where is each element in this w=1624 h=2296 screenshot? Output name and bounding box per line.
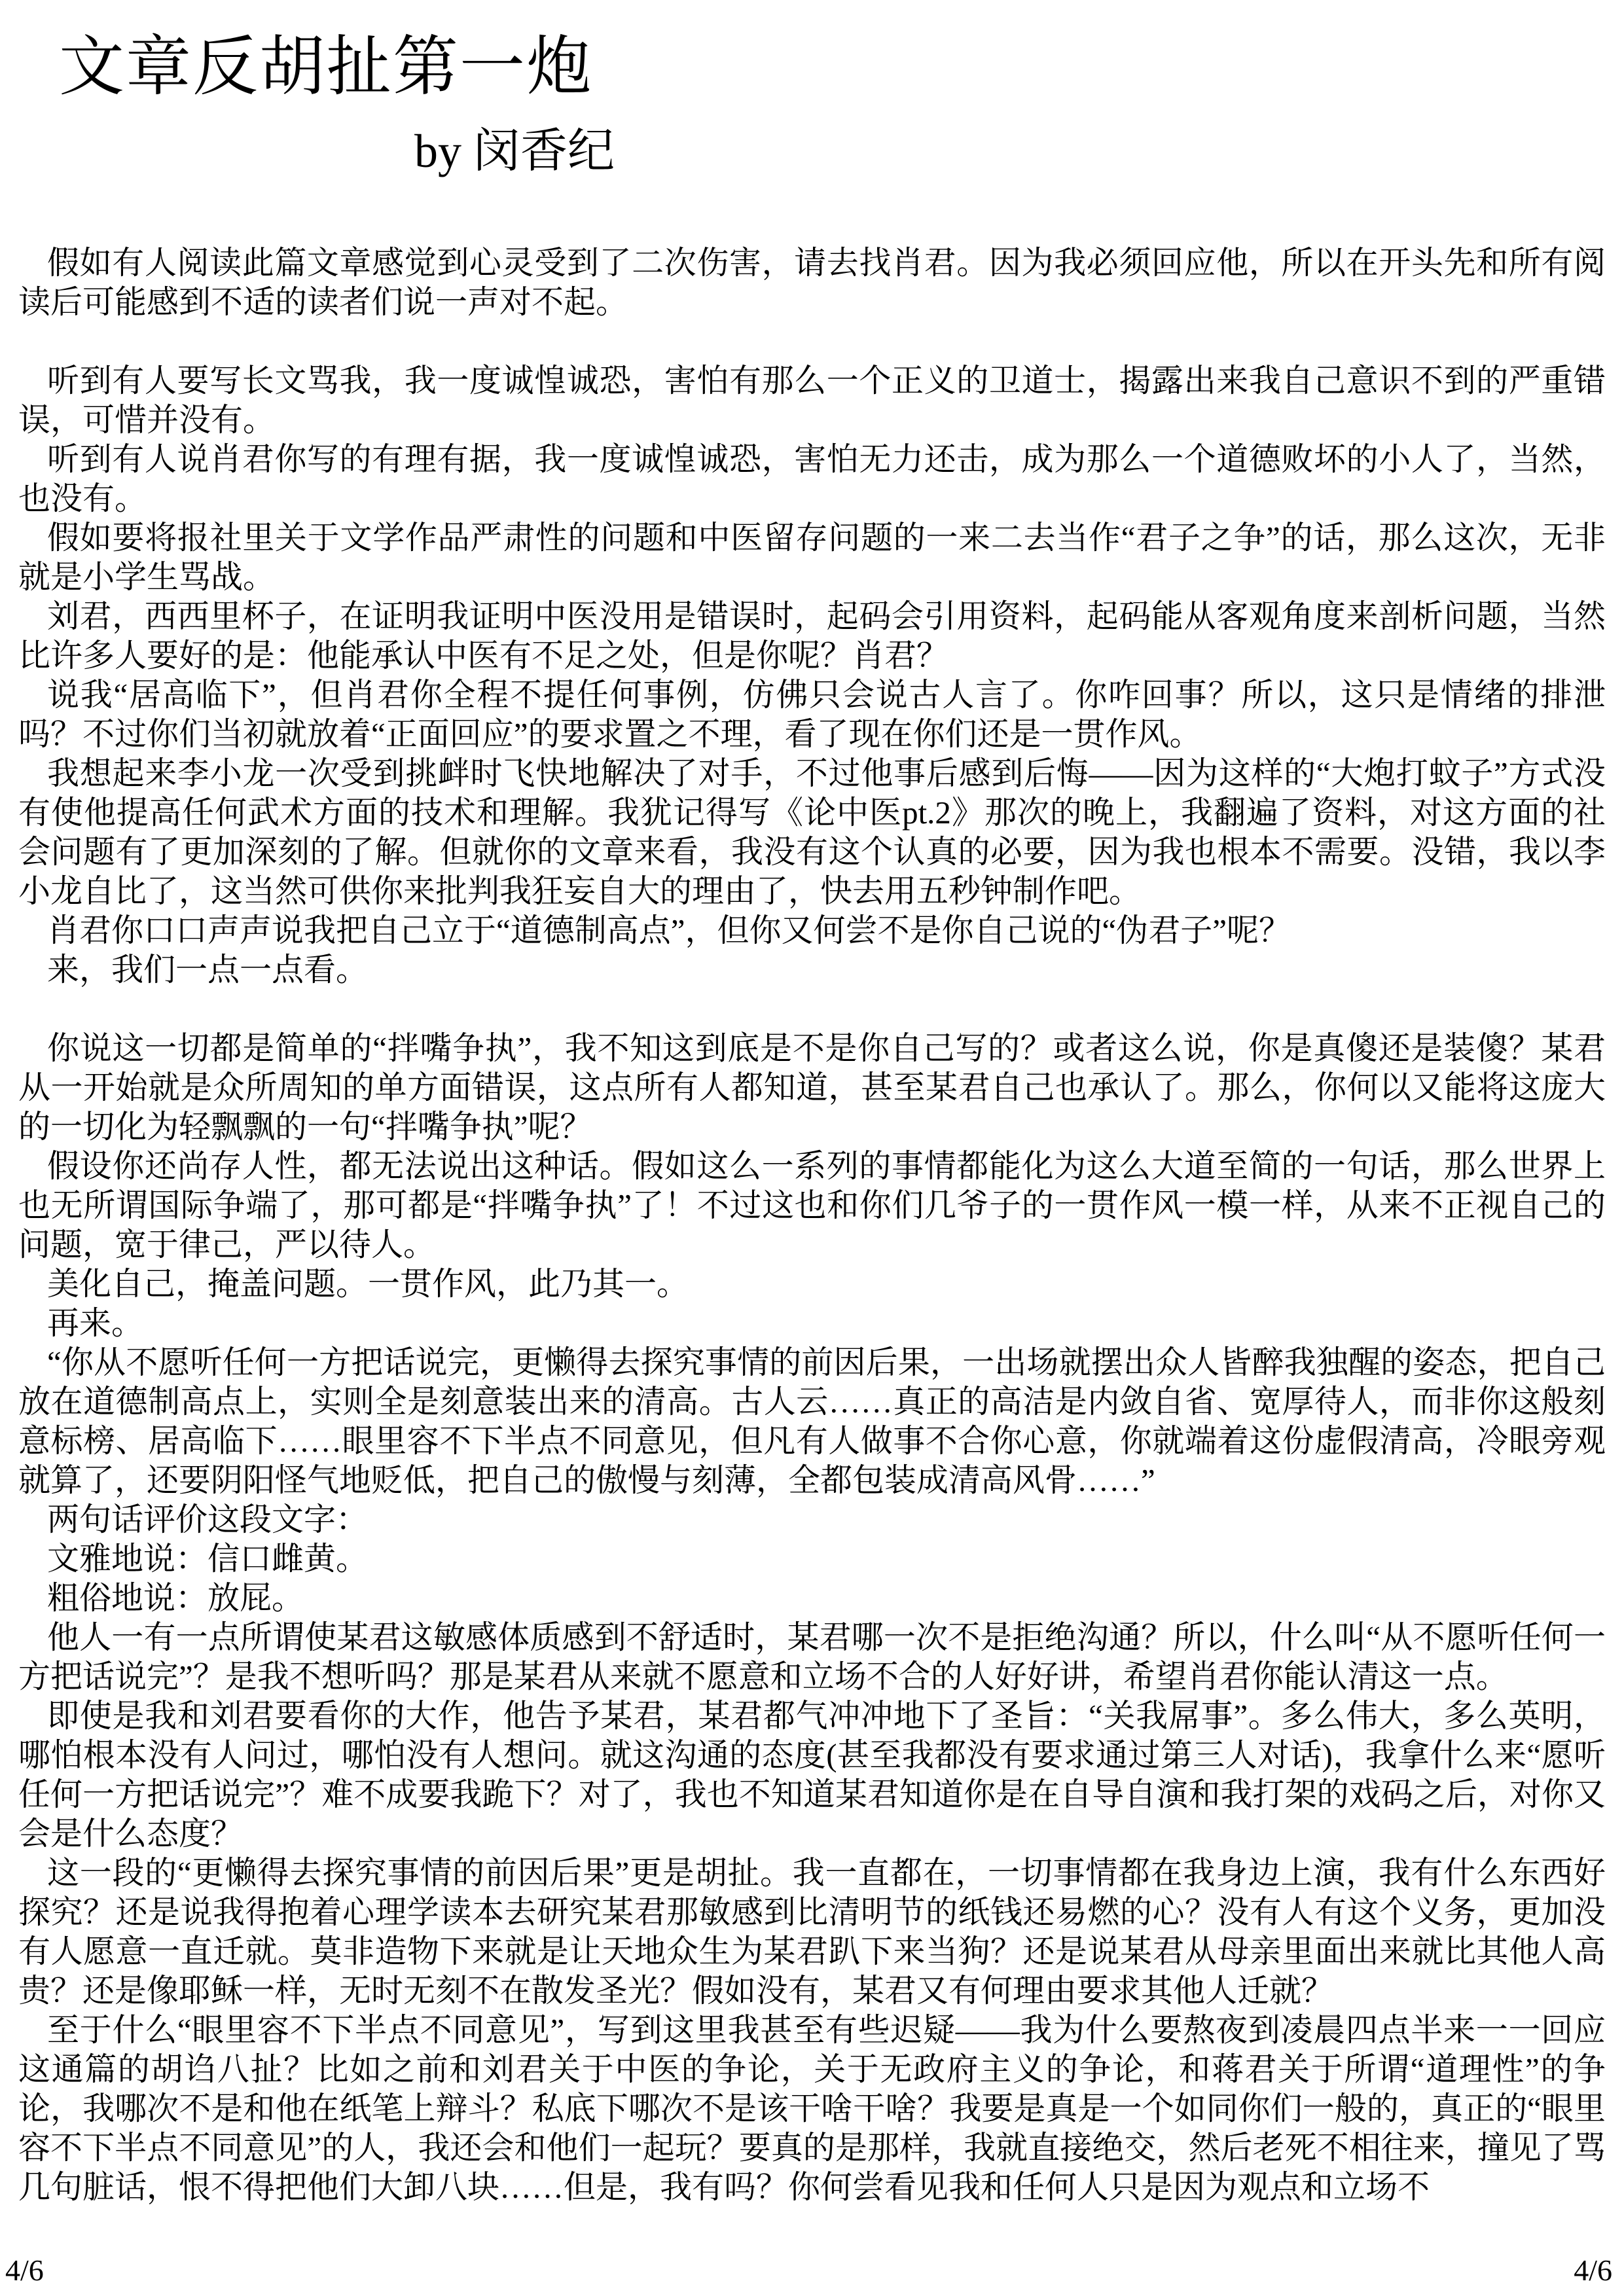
paragraph: 听到有人说肖君你写的有理有据，我一度诚惶诚恐，害怕无力还击，成为那么一个道德败坏的小人了，当然，也没有。	[18, 441, 1606, 516]
paragraph: 来，我们一点一点看。	[47, 952, 369, 988]
essay-body	[18, 243, 1606, 2207]
paragraph: 假设你还尚存人性，都无法说出这种话。假如这么一系列的事情都能化为这么大道至简的一句话，那么世界上也无所谓国际争端了，那可都是“拌嘴争执”了！不过这也和你们几爷子的一贯作风一模一样，从来不正视自己的问题，宽于律己，严以待人。	[18, 1148, 1606, 1263]
paragraph: 这一段的“更懒得去探究事情的前因后果”更是胡扯。我一直都在，一切事情都在我身边上演，我有什么东西好探究？还是说我得抱着心理学读本去研究某君那敏感到比清明节的纸钱还易燃的心？没有人有这个义务，更加没有人愿意一直迁就。莫非造物下来就是让天地众生为某君趴下来当狗？还是说某君从母亲里面出来就比其他人高贵？还是像耶稣一样，无时无刻不在散发圣光？假如没有，某君又有何理由要求其他人迁就？	[18, 1855, 1606, 2009]
paragraph: 你说这一切都是简单的“拌嘴争执”，我不知这到底是不是你自己写的？或者这么说，你是真傻还是装傻？某君从一开始就是众所周知的单方面错误，这点所有人都知道，甚至某君自己也承认了。那么，你何以又能将这庞大的一切化为轻飘飘的一句“拌嘴争执”呢？	[18, 1030, 1606, 1145]
paragraph: 假如要将报社里关于文学作品严肃性的问题和中医留存问题的一来二去当作“君子之争”的话，那么这次，无非就是小学生骂战。	[18, 520, 1606, 595]
paragraph: 至于什么“眼里容不下半点不同意见”，写到这里我甚至有些迟疑——我为什么要熬夜到凌晨四点半来一一回应这通篇的胡诌八扯？比如之前和刘君关于中医的争论，关于无政府主义的争论，和蒋君关于所谓“道理性”的争论，我哪次不是和他在纸笔上辩斗？私底下哪次不是该干啥干啥？我要是真是一个如同你们一般的，真正的“眼里容不下半点不同意见”的人，我还会和他们一起玩？要真的是那样，我就直接绝交，然后老死不相往来，撞见了骂几句脏话，恨不得把他们大卸八块……但是，我有吗？你何尝看见我和任何人只是因为观点和立场不	[18, 2012, 1606, 2205]
paragraph: 我想起来李小龙一次受到挑衅时飞快地解决了对手，不过他事后感到后悔——因为这样的“大炮打蚊子”方式没有使他提高任何武术方面的技术和理解。我犹记得写《论中医pt.2》那次的晚上，我翻遍了资料，对这方面的社会问题有了更加深刻的了解。但就你的文章来看，我没有这个认真的必要，因为我也根本不需要。没错，我以李小龙自比了，这当然可供你来批判我狂妄自大的理由了，快去用五秒钟制作吧。	[18, 755, 1606, 909]
paragraph: “你从不愿听任何一方把话说完，更懒得去探究事情的前因后果，一出场就摆出众人皆醉我独醒的姿态，把自己放在道德制高点上，实则全是刻意装出来的清高。古人云……真正的高洁是内敛自省、宽厚待人，而非你这般刻意标榜、居高临下……眼里容不下半点不同意见，但凡有人做事不合你心意，你就端着这份虚假清高，冷眼旁观就算了，还要阴阳怪气地贬低，把自己的傲慢与刻薄，全都包装成清高风骨……”	[18, 1344, 1606, 1498]
byline: by 闵香纪	[414, 125, 615, 177]
paragraph: 文雅地说：信口雌黄。	[47, 1541, 369, 1577]
paragraph: 粗俗地说：放屁。	[47, 1580, 304, 1616]
page-number-left: 4/6	[5, 2253, 44, 2287]
paragraph: 再来。	[47, 1305, 144, 1341]
page-number-right: 4/6	[1574, 2253, 1612, 2287]
paragraph: 两句话评价这段文字：	[47, 1501, 369, 1537]
paragraph: 说我“居高临下”，但肖君你全程不提任何事例，仿佛只会说古人言了。你咋回事？所以，这只是情绪的排泄吗？不过你们当初就放着“正面回应”的要求置之不理，看了现在你们还是一贯作风。	[18, 677, 1606, 752]
paragraph: 美化自己，掩盖问题。一贯作风，此乃其一。	[47, 1266, 689, 1302]
paragraph: 假如有人阅读此篇文章感觉到心灵受到了二次伤害，请去找肖君。因为我必须回应他，所以在开头先和所有阅读后可能感到不适的读者们说一声对不起。	[18, 245, 1606, 320]
page-title: 文章反胡扯第一炮	[59, 31, 593, 103]
paragraph: 他人一有一点所谓使某君这敏感体质感到不舒适时，某君哪一次不是拒绝沟通？所以，什么叫“从不愿听任何一方把话说完”？是我不想听吗？那是某君从来就不愿意和立场不合的人好好讲，希望肖君你能认清这一点。	[18, 1619, 1606, 1695]
paragraph: 听到有人要写长文骂我，我一度诚惶诚恐，害怕有那么一个正义的卫道士，揭露出来我自己意识不到的严重错误，可惜并没有。	[18, 363, 1606, 438]
paragraph: 即使是我和刘君要看你的大作，他告予某君，某君都气冲冲地下了圣旨：“关我屌事”。多么伟大，多么英明，哪怕根本没有人问过，哪怕没有人想问。就这沟通的态度(甚至我都没有要求通过第三人对话)，我拿什么来“愿听任何一方把话说完”？难不成要我跪下？对了，我也不知道某君知道你是在自导自演和我打架的戏码之后，对你又会是什么态度？	[18, 1698, 1606, 1852]
paragraph: 刘君，西西里杯子，在证明我证明中医没用是错误时，起码会引用资料，起码能从客观角度来剖析问题，当然比许多人要好的是：他能承认中医有不足之处，但是你呢？肖君？	[18, 598, 1606, 673]
paragraph: 肖君你口口声声说我把自己立于“道德制高点”，但你又何尝不是你自己说的“伪君子”呢？	[47, 912, 1291, 948]
